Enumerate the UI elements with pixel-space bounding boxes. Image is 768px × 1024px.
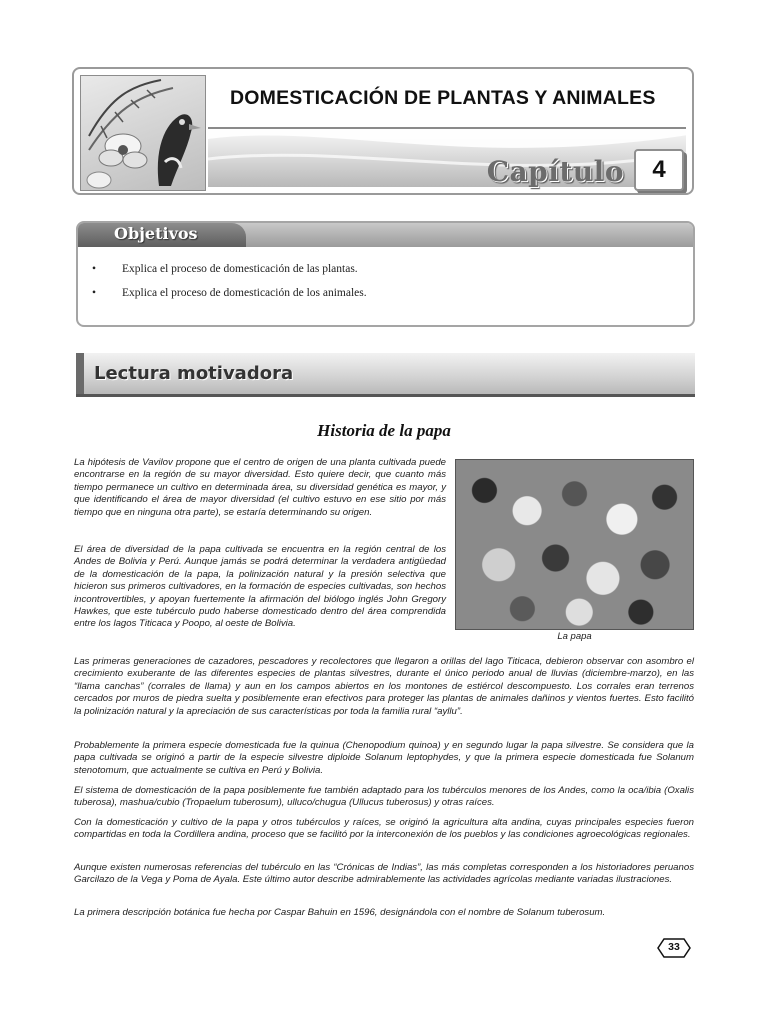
article-paragraph: Aunque existen numerosas referencias del tubérculo en las “Crónicas de Indias”, las más completas corresponden a los historiadores peruanos Garcilazo de la Vega y Poma de Ayala. Este último autor describe admirablemente las actividades agrícolas mediante variadas ilustraciones. [74, 862, 694, 886]
list-item [92, 287, 367, 311]
article-paragraph: La primera descripción botánica fue hecha por Caspar Bahuin en 1596, designándola con el nombre de Solanum tuberosum. [74, 907, 606, 918]
list-item [92, 263, 367, 287]
objectives-list [92, 263, 367, 311]
bullet-icon: • [92, 263, 97, 275]
photo-caption: La papa [557, 631, 592, 642]
objective-text: Explica el proceso de domesticación de las plantas. [122, 263, 358, 275]
objectives-title: Objetivos [114, 224, 198, 243]
chapter-title: DOMESTICACIÓN DE PLANTAS Y ANIMALES [230, 87, 656, 109]
article-paragraph: Las primeras generaciones de cazadores, pescadores y recolectores que llegaron a orillas del lago Titicaca, debieron observar con asombro el crecimiento exuberante de las diferentes especies de plantas silvestres, durante el único periodo anual de lluvias (diciembre-marzo), en las “llama canchas” (corrales de llama) y aun en los campos abiertos en los montones de estiércol descompuesto. Los corrales eran terrenos cercados por muros de piedra suelta y posiblemente eran efectivos para proteger las plantas de animales dañinos y vientos fuertes. Esto facilitó la polinización natural y la apreciación de sus características por toda la familia rural “ayllu”. [74, 656, 694, 717]
page-number [657, 938, 691, 958]
article-paragraph: Probablemente la primera especie domesticada fue la quinua (Chenopodium quinoa) y en segundo lugar la papa silvestre. Se considera que la papa cultivada se originó a partir de la especie silvestre diploide Solanum leptophydes, y que la primera especie domesticada fue Solanum stenotomum, que actualmente se cultiva en Perú y Bolivia. [74, 740, 694, 776]
article-title: Historia de la papa [317, 421, 451, 440]
bullet-icon: • [92, 287, 97, 299]
section-title: Lectura motivadora [94, 363, 294, 384]
article-paragraph: El sistema de domesticación de la papa posiblemente fue también adaptado para los tubérculos menores de los Andes, como la oca/ibia (Oxalis tuberosa), mashua/cubio (Tropaelum tuberosum), ulluco/chugua (Ullucus tuberosus) y otras raíces. [74, 785, 694, 809]
chapter-number: 4 [634, 149, 684, 191]
article-paragraph: La hipótesis de Vavilov propone que el centro de origen de una planta cultivada puede encontrarse en la región de su mayor diversidad. Esto quiere decir, que cuanto más tiempo permanece un cultivo en determinada área, su diversidad genética es mayor, y que identificando el área de mayor diversidad (el cultivo estuvo en ese sitio por más tiempo que en ninguna otra parte), se estaría determinando su origen. [74, 457, 446, 518]
objectives-tab [78, 223, 246, 247]
section-banner [76, 353, 695, 397]
objective-text: Explica el proceso de domesticación de los animales. [122, 287, 367, 299]
page-number-text: 33 [668, 941, 680, 953]
chapter-label: Capítulo [486, 155, 624, 188]
section-accent [76, 353, 84, 394]
objectives-box [76, 221, 695, 327]
header-illustration [80, 75, 206, 191]
article-paragraph: Con la domesticación y cultivo de la papa y otros tubérculos y raíces, se originó la agricultura alta andina, cuyas principales especies fueron compartidas en toda la Cordillera andina, proceso que se facilitó por la interconexión de los pueblos y las condiciones agroecológicas regionales. [74, 817, 694, 841]
dna-orchid-bird-icon [81, 76, 205, 190]
potato-photo [455, 459, 694, 630]
chapter-header [72, 67, 694, 195]
article-paragraph: El área de diversidad de la papa cultivada se encuentra en la región central de los Andes de Bolivia y Perú. Aunque jamás se podrá determinar la verdadera antigüedad de la domesticación de la papa, la polinización natural y la presión selectiva que hicieron sus primeros cultivadores, en la formación de especies cultivadas, son hechos incontrovertibles, y apoyan fuertemente la afirmación del biólogo inglés John Gregory Hawkes, que este tubérculo pudo haberse domesticado dentro del área comprendida entre los lagos Titicaca y Poopo, al oeste de Bolivia. [74, 544, 446, 630]
header-title-bar [208, 75, 686, 129]
